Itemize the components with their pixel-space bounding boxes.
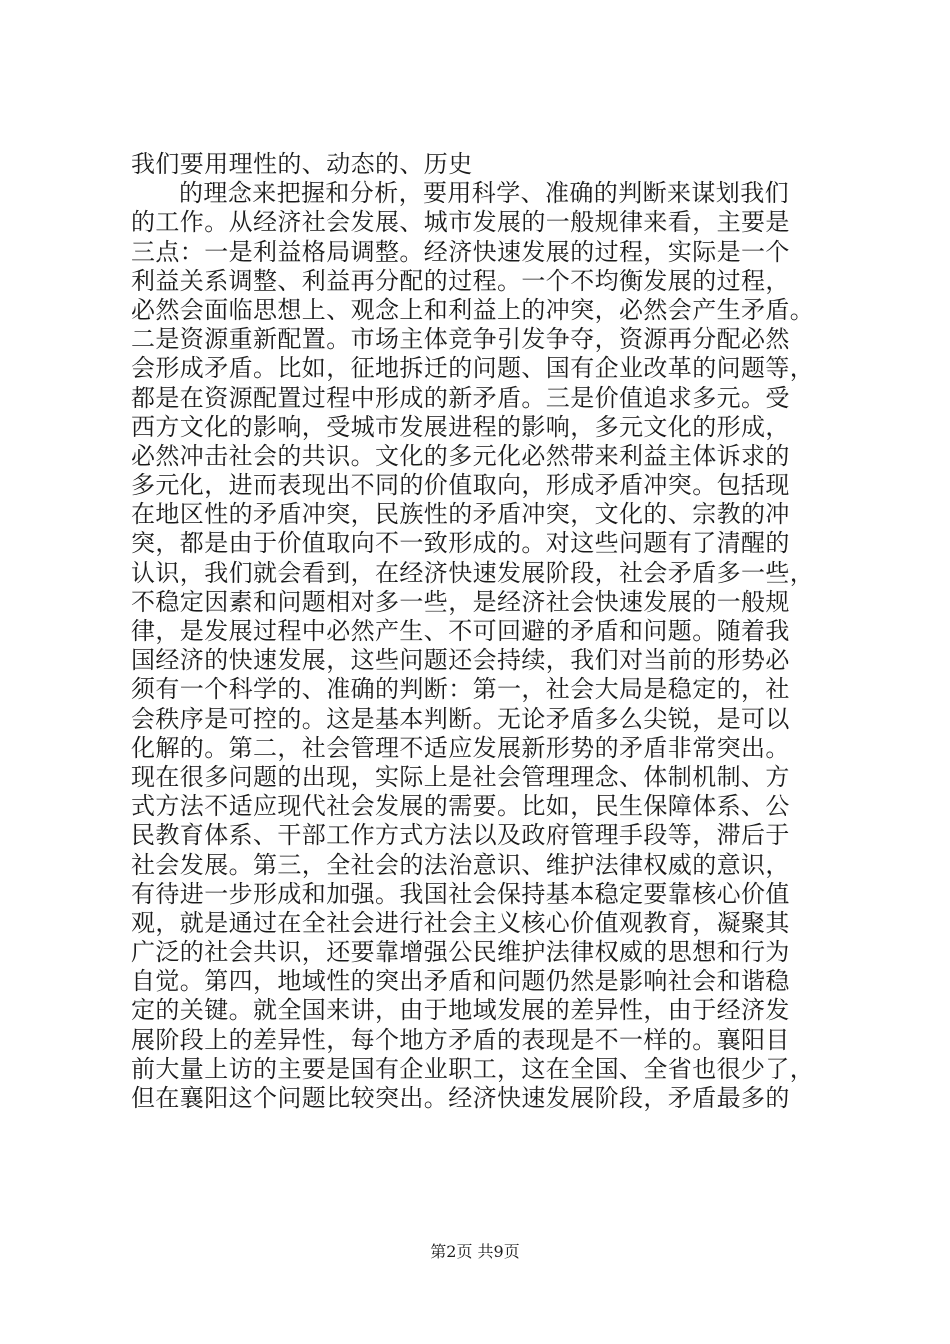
text-line: 自觉。第四，地域性的突出矛盾和问题仍然是影响社会和谐稳: [131, 967, 790, 996]
text-line: 定的关键。就全国来讲，由于地域发展的差异性，由于经济发: [131, 996, 790, 1025]
text-line: 多元化，进而表现出不同的价值取向，形成矛盾冲突。包括现: [131, 471, 790, 500]
text-line: 须有一个科学的、准确的判断：第一，社会大局是稳定的，社: [131, 675, 790, 704]
text-line: 观，就是通过在全社会进行社会主义核心价值观教育，凝聚其: [131, 908, 790, 937]
text-line: 的理念来把握和分析，要用科学、准确的判断来谋划我们: [179, 179, 789, 208]
text-line: 国经济的快速发展，这些问题还会持续，我们对当前的形势必: [131, 646, 790, 675]
text-line: 必然会面临思想上、观念上和利益上的冲突，必然会产生矛盾。: [131, 295, 815, 324]
text-line: 利益关系调整、利益再分配的过程。一个不均衡发展的过程，: [131, 266, 790, 295]
page-number-footer: 第2页 共9页: [430, 1242, 520, 1261]
text-line: 二是资源重新配置。市场主体竞争引发争夺，资源再分配必然: [131, 325, 790, 354]
text-line: 突，都是由于价值取向不一致形成的。对这些问题有了清醒的: [131, 529, 790, 558]
text-line: 现在很多问题的出现，实际上是社会管理理念、体制机制、方: [131, 762, 790, 791]
text-line: 的工作。从经济社会发展、城市发展的一般规律来看，主要是: [131, 208, 790, 237]
text-line: 律，是发展过程中必然产生、不可回避的矛盾和问题。随着我: [131, 617, 790, 645]
text-line: 三点：一是利益格局调整。经济快速发展的过程，实际是一个: [131, 237, 790, 266]
body-text: [131, 150, 831, 1113]
text-line: 前大量上访的主要是国有企业职工，这在全国、全省也很少了，: [131, 1054, 815, 1083]
text-line: 式方法不适应现代社会发展的需要。比如，民生保障体系、公: [131, 792, 790, 821]
text-line: 都是在资源配置过程中形成的新矛盾。三是价值追求多元。受: [131, 383, 790, 412]
text-line: 但在襄阳这个问题比较突出。经济快速发展阶段，矛盾最多的: [131, 1084, 790, 1112]
text-line: 广泛的社会共识，还要靠增强公民维护法律权威的思想和行为: [131, 938, 790, 967]
text-line: 西方文化的影响，受城市发展进程的影响，多元文化的形成，: [131, 412, 790, 441]
text-line: 展阶段上的差异性，每个地方矛盾的表现是不一样的。襄阳目: [131, 1025, 790, 1054]
text-line: 我们要用理性的、动态的、历史: [131, 150, 473, 178]
text-line: 会形成矛盾。比如，征地拆迁的问题、国有企业改革的问题等，: [131, 354, 815, 383]
text-line: 不稳定因素和问题相对多一些，是经济社会快速发展的一般规: [131, 587, 790, 616]
text-line: 有待进一步形成和加强。我国社会保持基本稳定要靠核心价值: [131, 879, 790, 908]
text-line: 认识，我们就会看到，在经济快速发展阶段，社会矛盾多一些，: [131, 558, 815, 587]
text-line: 化解的。第二，社会管理不适应发展新形势的矛盾非常突出。: [131, 733, 790, 762]
text-line: 会秩序是可控的。这是基本判断。无论矛盾多么尖锐，是可以: [131, 704, 790, 733]
text-line: 在地区性的矛盾冲突，民族性的矛盾冲突，文化的、宗教的冲: [131, 500, 790, 529]
text-line: 民教育体系、干部工作方式方法以及政府管理手段等，滞后于: [131, 821, 790, 850]
text-line: 社会发展。第三，全社会的法治意识、维护法律权威的意识，: [131, 850, 790, 879]
text-line: 必然冲击社会的共识。文化的多元化必然带来利益主体诉求的: [131, 441, 790, 470]
